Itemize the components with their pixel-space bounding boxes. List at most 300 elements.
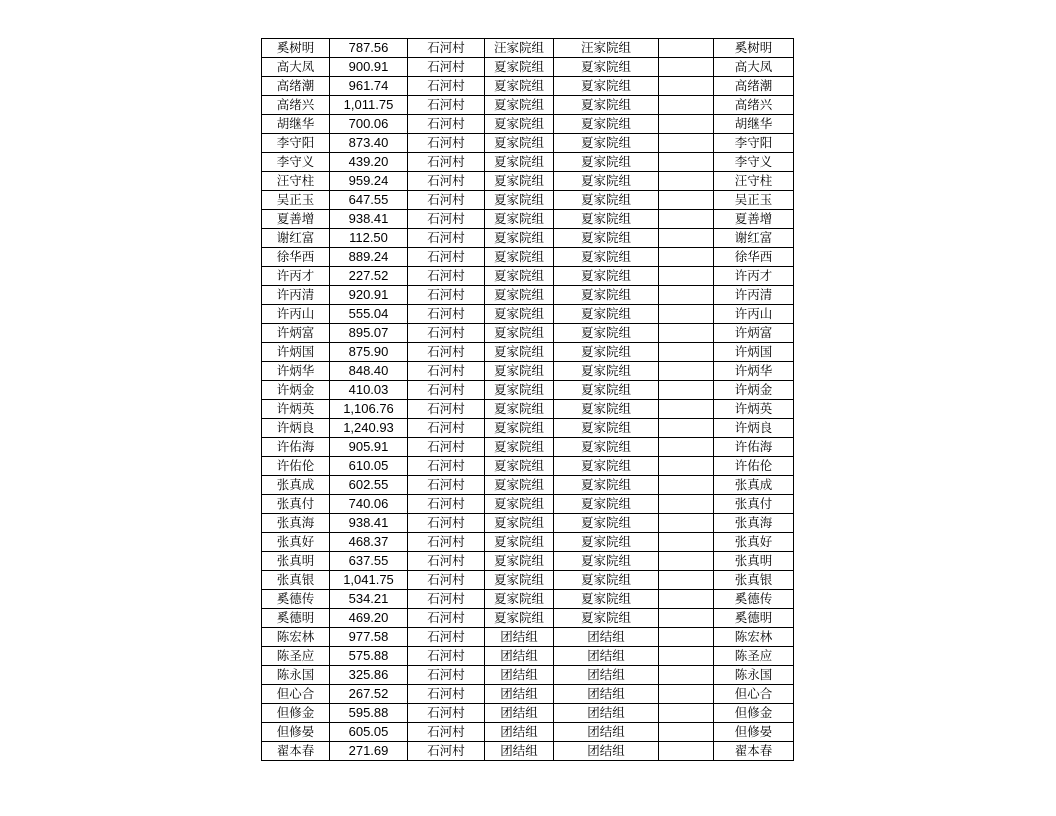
cell-amount: 575.88 bbox=[330, 647, 408, 666]
cell-blank bbox=[659, 286, 714, 305]
table-row bbox=[262, 438, 794, 457]
cell-group: 夏家院组 bbox=[485, 134, 554, 153]
cell-subgroup: 夏家院组 bbox=[554, 96, 659, 115]
cell-subgroup: 夏家院组 bbox=[554, 495, 659, 514]
cell-village: 石河村 bbox=[408, 666, 485, 685]
cell-holder: 张真银 bbox=[714, 571, 794, 590]
cell-blank bbox=[659, 115, 714, 134]
cell-holder: 许炳国 bbox=[714, 343, 794, 362]
ledger-table bbox=[261, 38, 794, 761]
cell-name: 许佑海 bbox=[262, 438, 330, 457]
cell-name: 张真海 bbox=[262, 514, 330, 533]
cell-name: 许炳国 bbox=[262, 343, 330, 362]
cell-holder: 许炳华 bbox=[714, 362, 794, 381]
table-row bbox=[262, 495, 794, 514]
cell-village: 石河村 bbox=[408, 305, 485, 324]
cell-subgroup: 夏家院组 bbox=[554, 457, 659, 476]
cell-name: 张真成 bbox=[262, 476, 330, 495]
table-row bbox=[262, 704, 794, 723]
cell-group: 团结组 bbox=[485, 628, 554, 647]
cell-amount: 875.90 bbox=[330, 343, 408, 362]
cell-blank bbox=[659, 419, 714, 438]
cell-blank bbox=[659, 153, 714, 172]
cell-amount: 595.88 bbox=[330, 704, 408, 723]
cell-amount: 647.55 bbox=[330, 191, 408, 210]
cell-blank bbox=[659, 400, 714, 419]
cell-village: 石河村 bbox=[408, 514, 485, 533]
cell-village: 石河村 bbox=[408, 457, 485, 476]
cell-subgroup: 夏家院组 bbox=[554, 552, 659, 571]
cell-subgroup: 团结组 bbox=[554, 628, 659, 647]
cell-holder: 胡继华 bbox=[714, 115, 794, 134]
cell-holder: 翟本春 bbox=[714, 742, 794, 761]
cell-subgroup: 夏家院组 bbox=[554, 58, 659, 77]
cell-amount: 1,240.93 bbox=[330, 419, 408, 438]
cell-amount: 961.74 bbox=[330, 77, 408, 96]
cell-holder: 谢红富 bbox=[714, 229, 794, 248]
cell-subgroup: 夏家院组 bbox=[554, 571, 659, 590]
cell-subgroup: 夏家院组 bbox=[554, 609, 659, 628]
cell-holder: 奚树明 bbox=[714, 39, 794, 58]
cell-village: 石河村 bbox=[408, 324, 485, 343]
cell-blank bbox=[659, 628, 714, 647]
cell-subgroup: 团结组 bbox=[554, 704, 659, 723]
cell-name: 许丙清 bbox=[262, 286, 330, 305]
cell-amount: 602.55 bbox=[330, 476, 408, 495]
cell-name: 陈宏林 bbox=[262, 628, 330, 647]
cell-amount: 227.52 bbox=[330, 267, 408, 286]
cell-name: 但心合 bbox=[262, 685, 330, 704]
cell-blank bbox=[659, 609, 714, 628]
cell-amount: 905.91 bbox=[330, 438, 408, 457]
cell-village: 石河村 bbox=[408, 533, 485, 552]
cell-subgroup: 夏家院组 bbox=[554, 476, 659, 495]
cell-name: 李守义 bbox=[262, 153, 330, 172]
cell-subgroup: 汪家院组 bbox=[554, 39, 659, 58]
cell-group: 夏家院组 bbox=[485, 381, 554, 400]
cell-village: 石河村 bbox=[408, 115, 485, 134]
cell-blank bbox=[659, 590, 714, 609]
cell-blank bbox=[659, 666, 714, 685]
cell-subgroup: 夏家院组 bbox=[554, 115, 659, 134]
cell-blank bbox=[659, 495, 714, 514]
cell-subgroup: 夏家院组 bbox=[554, 77, 659, 96]
cell-holder: 许炳金 bbox=[714, 381, 794, 400]
cell-blank bbox=[659, 305, 714, 324]
cell-name: 张真好 bbox=[262, 533, 330, 552]
cell-holder: 徐华西 bbox=[714, 248, 794, 267]
cell-holder: 许佑伦 bbox=[714, 457, 794, 476]
cell-blank bbox=[659, 324, 714, 343]
cell-name: 奚德传 bbox=[262, 590, 330, 609]
cell-subgroup: 夏家院组 bbox=[554, 438, 659, 457]
cell-group: 团结组 bbox=[485, 723, 554, 742]
table-row bbox=[262, 609, 794, 628]
cell-group: 团结组 bbox=[485, 666, 554, 685]
table-row bbox=[262, 229, 794, 248]
cell-name: 吴正玉 bbox=[262, 191, 330, 210]
cell-holder: 夏善增 bbox=[714, 210, 794, 229]
cell-group: 夏家院组 bbox=[485, 609, 554, 628]
table-row bbox=[262, 457, 794, 476]
cell-subgroup: 夏家院组 bbox=[554, 267, 659, 286]
cell-holder: 许炳良 bbox=[714, 419, 794, 438]
cell-subgroup: 团结组 bbox=[554, 685, 659, 704]
cell-village: 石河村 bbox=[408, 267, 485, 286]
cell-name: 许炳金 bbox=[262, 381, 330, 400]
cell-holder: 许丙清 bbox=[714, 286, 794, 305]
table-row bbox=[262, 400, 794, 419]
table-row bbox=[262, 343, 794, 362]
cell-holder: 高绪兴 bbox=[714, 96, 794, 115]
table-row bbox=[262, 153, 794, 172]
cell-village: 石河村 bbox=[408, 742, 485, 761]
cell-name: 胡继华 bbox=[262, 115, 330, 134]
cell-name: 汪守柱 bbox=[262, 172, 330, 191]
cell-village: 石河村 bbox=[408, 77, 485, 96]
cell-name: 陈圣应 bbox=[262, 647, 330, 666]
cell-blank bbox=[659, 134, 714, 153]
cell-village: 石河村 bbox=[408, 590, 485, 609]
cell-name: 张真付 bbox=[262, 495, 330, 514]
cell-name: 翟本春 bbox=[262, 742, 330, 761]
cell-blank bbox=[659, 248, 714, 267]
cell-amount: 895.07 bbox=[330, 324, 408, 343]
cell-holder: 奚德明 bbox=[714, 609, 794, 628]
table-row bbox=[262, 77, 794, 96]
cell-subgroup: 夏家院组 bbox=[554, 210, 659, 229]
cell-name: 许丙才 bbox=[262, 267, 330, 286]
cell-village: 石河村 bbox=[408, 96, 485, 115]
cell-group: 夏家院组 bbox=[485, 191, 554, 210]
cell-subgroup: 团结组 bbox=[554, 666, 659, 685]
cell-group: 夏家院组 bbox=[485, 267, 554, 286]
cell-blank bbox=[659, 343, 714, 362]
table-row bbox=[262, 248, 794, 267]
table-row bbox=[262, 362, 794, 381]
cell-subgroup: 夏家院组 bbox=[554, 343, 659, 362]
cell-village: 石河村 bbox=[408, 552, 485, 571]
cell-subgroup: 夏家院组 bbox=[554, 305, 659, 324]
table-row bbox=[262, 381, 794, 400]
cell-group: 夏家院组 bbox=[485, 419, 554, 438]
cell-name: 许佑伦 bbox=[262, 457, 330, 476]
cell-blank bbox=[659, 191, 714, 210]
cell-group: 团结组 bbox=[485, 742, 554, 761]
cell-amount: 848.40 bbox=[330, 362, 408, 381]
cell-subgroup: 夏家院组 bbox=[554, 286, 659, 305]
cell-holder: 奚德传 bbox=[714, 590, 794, 609]
cell-village: 石河村 bbox=[408, 704, 485, 723]
cell-village: 石河村 bbox=[408, 39, 485, 58]
cell-group: 夏家院组 bbox=[485, 286, 554, 305]
table-row bbox=[262, 210, 794, 229]
table-row bbox=[262, 58, 794, 77]
cell-name: 陈永国 bbox=[262, 666, 330, 685]
cell-group: 汪家院组 bbox=[485, 39, 554, 58]
cell-subgroup: 夏家院组 bbox=[554, 590, 659, 609]
cell-group: 夏家院组 bbox=[485, 96, 554, 115]
table-row bbox=[262, 191, 794, 210]
table-row bbox=[262, 286, 794, 305]
cell-holder: 李守义 bbox=[714, 153, 794, 172]
cell-holder: 张真好 bbox=[714, 533, 794, 552]
cell-subgroup: 团结组 bbox=[554, 742, 659, 761]
cell-name: 高大凤 bbox=[262, 58, 330, 77]
cell-amount: 271.69 bbox=[330, 742, 408, 761]
cell-blank bbox=[659, 704, 714, 723]
cell-amount: 605.05 bbox=[330, 723, 408, 742]
cell-subgroup: 夏家院组 bbox=[554, 191, 659, 210]
table-row bbox=[262, 134, 794, 153]
cell-holder: 陈宏林 bbox=[714, 628, 794, 647]
cell-village: 石河村 bbox=[408, 685, 485, 704]
cell-blank bbox=[659, 438, 714, 457]
cell-group: 团结组 bbox=[485, 704, 554, 723]
cell-holder: 但修金 bbox=[714, 704, 794, 723]
cell-village: 石河村 bbox=[408, 134, 485, 153]
cell-village: 石河村 bbox=[408, 362, 485, 381]
cell-group: 夏家院组 bbox=[485, 533, 554, 552]
cell-amount: 267.52 bbox=[330, 685, 408, 704]
cell-holder: 许丙才 bbox=[714, 267, 794, 286]
cell-amount: 920.91 bbox=[330, 286, 408, 305]
cell-village: 石河村 bbox=[408, 210, 485, 229]
cell-name: 李守阳 bbox=[262, 134, 330, 153]
cell-holder: 但修晏 bbox=[714, 723, 794, 742]
cell-village: 石河村 bbox=[408, 229, 485, 248]
cell-amount: 977.58 bbox=[330, 628, 408, 647]
table-row bbox=[262, 742, 794, 761]
cell-holder: 陈永国 bbox=[714, 666, 794, 685]
cell-blank bbox=[659, 647, 714, 666]
cell-amount: 468.37 bbox=[330, 533, 408, 552]
cell-village: 石河村 bbox=[408, 58, 485, 77]
cell-subgroup: 团结组 bbox=[554, 647, 659, 666]
cell-group: 夏家院组 bbox=[485, 172, 554, 191]
table-row bbox=[262, 590, 794, 609]
cell-subgroup: 夏家院组 bbox=[554, 134, 659, 153]
cell-village: 石河村 bbox=[408, 495, 485, 514]
cell-amount: 610.05 bbox=[330, 457, 408, 476]
cell-village: 石河村 bbox=[408, 438, 485, 457]
cell-blank bbox=[659, 723, 714, 742]
cell-blank bbox=[659, 229, 714, 248]
table-row bbox=[262, 533, 794, 552]
cell-holder: 许炳英 bbox=[714, 400, 794, 419]
cell-subgroup: 夏家院组 bbox=[554, 362, 659, 381]
cell-group: 团结组 bbox=[485, 647, 554, 666]
cell-subgroup: 夏家院组 bbox=[554, 419, 659, 438]
cell-amount: 469.20 bbox=[330, 609, 408, 628]
table-row bbox=[262, 324, 794, 343]
cell-amount: 637.55 bbox=[330, 552, 408, 571]
cell-blank bbox=[659, 77, 714, 96]
table-row bbox=[262, 115, 794, 134]
cell-blank bbox=[659, 533, 714, 552]
cell-group: 夏家院组 bbox=[485, 438, 554, 457]
cell-blank bbox=[659, 96, 714, 115]
cell-holder: 陈圣应 bbox=[714, 647, 794, 666]
cell-holder: 张真明 bbox=[714, 552, 794, 571]
cell-group: 夏家院组 bbox=[485, 248, 554, 267]
cell-holder: 汪守柱 bbox=[714, 172, 794, 191]
cell-village: 石河村 bbox=[408, 647, 485, 666]
table-row bbox=[262, 305, 794, 324]
cell-blank bbox=[659, 39, 714, 58]
cell-subgroup: 夏家院组 bbox=[554, 514, 659, 533]
cell-name: 奚德明 bbox=[262, 609, 330, 628]
cell-amount: 700.06 bbox=[330, 115, 408, 134]
cell-amount: 555.04 bbox=[330, 305, 408, 324]
cell-village: 石河村 bbox=[408, 609, 485, 628]
table-row bbox=[262, 96, 794, 115]
cell-group: 夏家院组 bbox=[485, 343, 554, 362]
cell-name: 徐华西 bbox=[262, 248, 330, 267]
ledger-body bbox=[262, 39, 794, 761]
cell-blank bbox=[659, 58, 714, 77]
cell-village: 石河村 bbox=[408, 628, 485, 647]
cell-name: 张真明 bbox=[262, 552, 330, 571]
cell-name: 夏善增 bbox=[262, 210, 330, 229]
cell-amount: 1,106.76 bbox=[330, 400, 408, 419]
cell-holder: 张真成 bbox=[714, 476, 794, 495]
cell-blank bbox=[659, 210, 714, 229]
cell-name: 许炳良 bbox=[262, 419, 330, 438]
cell-holder: 许丙山 bbox=[714, 305, 794, 324]
cell-blank bbox=[659, 267, 714, 286]
table-row bbox=[262, 723, 794, 742]
cell-group: 夏家院组 bbox=[485, 210, 554, 229]
cell-group: 夏家院组 bbox=[485, 77, 554, 96]
cell-subgroup: 夏家院组 bbox=[554, 153, 659, 172]
cell-amount: 787.56 bbox=[330, 39, 408, 58]
cell-name: 许炳华 bbox=[262, 362, 330, 381]
cell-holder: 高大凤 bbox=[714, 58, 794, 77]
cell-subgroup: 夏家院组 bbox=[554, 248, 659, 267]
cell-group: 夏家院组 bbox=[485, 153, 554, 172]
cell-amount: 740.06 bbox=[330, 495, 408, 514]
cell-name: 谢红富 bbox=[262, 229, 330, 248]
cell-group: 夏家院组 bbox=[485, 495, 554, 514]
cell-amount: 959.24 bbox=[330, 172, 408, 191]
table-row bbox=[262, 666, 794, 685]
cell-subgroup: 夏家院组 bbox=[554, 172, 659, 191]
cell-name: 但修晏 bbox=[262, 723, 330, 742]
cell-group: 夏家院组 bbox=[485, 476, 554, 495]
table-row bbox=[262, 628, 794, 647]
cell-village: 石河村 bbox=[408, 191, 485, 210]
cell-name: 许炳富 bbox=[262, 324, 330, 343]
cell-name: 高绪潮 bbox=[262, 77, 330, 96]
spreadsheet-page bbox=[261, 38, 793, 761]
cell-blank bbox=[659, 381, 714, 400]
cell-subgroup: 夏家院组 bbox=[554, 533, 659, 552]
cell-group: 夏家院组 bbox=[485, 115, 554, 134]
cell-amount: 938.41 bbox=[330, 514, 408, 533]
table-row bbox=[262, 552, 794, 571]
cell-blank bbox=[659, 172, 714, 191]
cell-amount: 938.41 bbox=[330, 210, 408, 229]
cell-group: 团结组 bbox=[485, 685, 554, 704]
cell-holder: 张真海 bbox=[714, 514, 794, 533]
cell-blank bbox=[659, 552, 714, 571]
cell-amount: 439.20 bbox=[330, 153, 408, 172]
cell-amount: 1,011.75 bbox=[330, 96, 408, 115]
cell-blank bbox=[659, 457, 714, 476]
cell-village: 石河村 bbox=[408, 419, 485, 438]
table-row bbox=[262, 39, 794, 58]
cell-village: 石河村 bbox=[408, 571, 485, 590]
cell-amount: 1,041.75 bbox=[330, 571, 408, 590]
table-row bbox=[262, 514, 794, 533]
cell-village: 石河村 bbox=[408, 248, 485, 267]
table-row bbox=[262, 419, 794, 438]
cell-holder: 吴正玉 bbox=[714, 191, 794, 210]
table-row bbox=[262, 685, 794, 704]
cell-blank bbox=[659, 476, 714, 495]
cell-amount: 534.21 bbox=[330, 590, 408, 609]
table-row bbox=[262, 571, 794, 590]
cell-blank bbox=[659, 514, 714, 533]
cell-amount: 900.91 bbox=[330, 58, 408, 77]
cell-subgroup: 夏家院组 bbox=[554, 229, 659, 248]
cell-holder: 许炳富 bbox=[714, 324, 794, 343]
cell-group: 夏家院组 bbox=[485, 305, 554, 324]
cell-name: 张真银 bbox=[262, 571, 330, 590]
cell-village: 石河村 bbox=[408, 172, 485, 191]
cell-group: 夏家院组 bbox=[485, 229, 554, 248]
cell-name: 许炳英 bbox=[262, 400, 330, 419]
cell-amount: 889.24 bbox=[330, 248, 408, 267]
table-row bbox=[262, 476, 794, 495]
cell-village: 石河村 bbox=[408, 343, 485, 362]
cell-subgroup: 团结组 bbox=[554, 723, 659, 742]
cell-group: 夏家院组 bbox=[485, 590, 554, 609]
cell-name: 许丙山 bbox=[262, 305, 330, 324]
cell-group: 夏家院组 bbox=[485, 324, 554, 343]
cell-name: 高绪兴 bbox=[262, 96, 330, 115]
cell-blank bbox=[659, 685, 714, 704]
cell-holder: 张真付 bbox=[714, 495, 794, 514]
cell-village: 石河村 bbox=[408, 286, 485, 305]
cell-amount: 325.86 bbox=[330, 666, 408, 685]
cell-group: 夏家院组 bbox=[485, 457, 554, 476]
cell-group: 夏家院组 bbox=[485, 362, 554, 381]
cell-name: 奚树明 bbox=[262, 39, 330, 58]
cell-amount: 112.50 bbox=[330, 229, 408, 248]
cell-subgroup: 夏家院组 bbox=[554, 324, 659, 343]
cell-blank bbox=[659, 571, 714, 590]
cell-village: 石河村 bbox=[408, 476, 485, 495]
cell-blank bbox=[659, 362, 714, 381]
cell-holder: 许佑海 bbox=[714, 438, 794, 457]
cell-holder: 但心合 bbox=[714, 685, 794, 704]
cell-group: 夏家院组 bbox=[485, 400, 554, 419]
cell-village: 石河村 bbox=[408, 381, 485, 400]
cell-group: 夏家院组 bbox=[485, 58, 554, 77]
cell-name: 但修金 bbox=[262, 704, 330, 723]
table-row bbox=[262, 172, 794, 191]
cell-holder: 李守阳 bbox=[714, 134, 794, 153]
cell-group: 夏家院组 bbox=[485, 514, 554, 533]
cell-amount: 410.03 bbox=[330, 381, 408, 400]
cell-group: 夏家院组 bbox=[485, 552, 554, 571]
cell-village: 石河村 bbox=[408, 723, 485, 742]
cell-subgroup: 夏家院组 bbox=[554, 381, 659, 400]
table-row bbox=[262, 267, 794, 286]
cell-holder: 高绪潮 bbox=[714, 77, 794, 96]
